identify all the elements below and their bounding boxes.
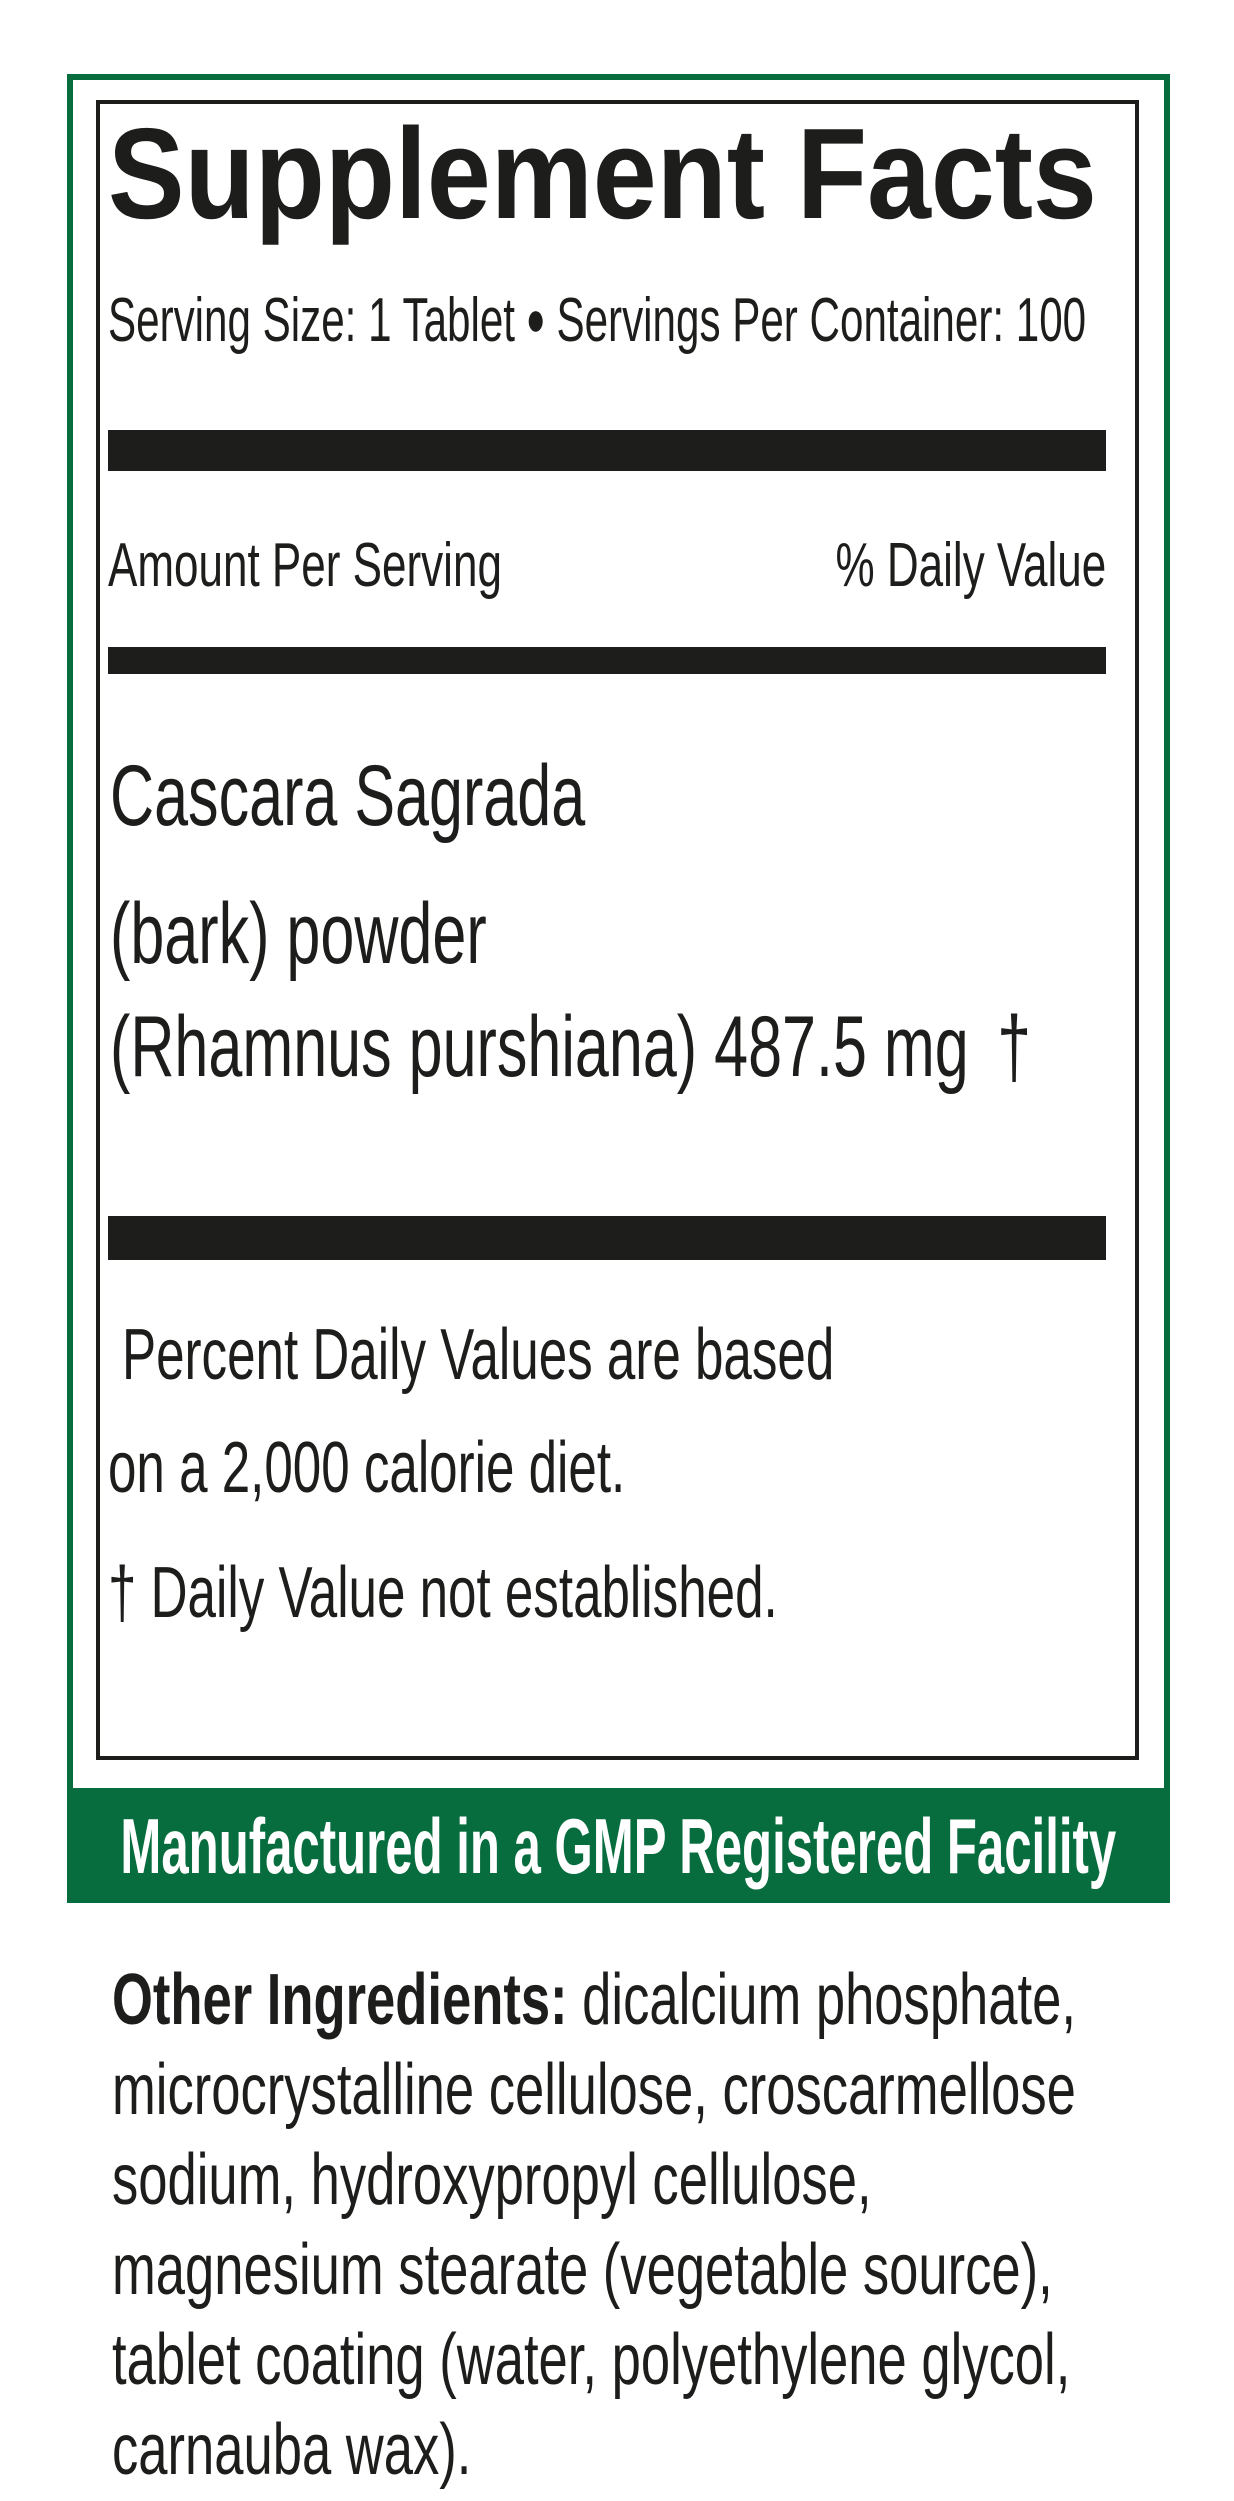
other-ingredients-line: sodium, hydroxypropyl cellulose, [112, 2140, 872, 2220]
facts-panel [96, 100, 1139, 1760]
other-ingredients-line: tablet coating (water, polyethylene glycol, [112, 2320, 1071, 2400]
amount-per-serving-header: Amount Per Serving [108, 531, 502, 600]
other-ingredients-text: dicalcium phosphate, [567, 1960, 1076, 2040]
column-header-row [108, 531, 1107, 600]
footnote-line-3: † Daily Value not established. [108, 1553, 778, 1633]
bullet-separator: ● [525, 293, 546, 346]
footnote-line-2: on a 2,000 calorie diet. [108, 1428, 626, 1508]
serving-row [108, 286, 1087, 355]
footnote-line-1: Percent Daily Values are based [122, 1315, 835, 1395]
other-ingredients-line: microcrystalline cellulose, croscarmellose [112, 2050, 1076, 2130]
ingredient-amount: 487.5 mg [714, 999, 969, 1095]
facts-title: Supplement Facts [108, 102, 1097, 246]
serving-size: Serving Size: 1 Tablet [108, 286, 516, 355]
gmp-banner [67, 1788, 1170, 1903]
divider-bar-thin [108, 647, 1106, 674]
ingredient-part: (bark) powder [110, 886, 487, 982]
daily-value-dagger: † [997, 999, 1032, 1095]
ingredient-botanical-row [110, 999, 1032, 1095]
other-ingredients-line: magnesium stearate (vegetable source), [112, 2230, 1053, 2310]
ingredient-botanical: (Rhamnus purshiana) [110, 999, 698, 1095]
servings-per-container: Servings Per Container: 100 [556, 286, 1087, 355]
percent-daily-value-header: % Daily Value [835, 531, 1107, 600]
ingredient-name: Cascara Sagrada [110, 748, 586, 844]
other-ingredients-label: Other Ingredients: [112, 1960, 568, 2040]
other-ingredients-line [112, 1955, 1134, 2045]
other-ingredients [112, 1955, 1134, 2495]
divider-bar-thick-bottom [108, 1216, 1106, 1260]
divider-bar-thick-top [108, 430, 1106, 471]
gmp-banner-text: Manufactured in a GMP Registered Facility [120, 1801, 1117, 1890]
other-ingredients-line: carnauba wax). [112, 2410, 472, 2490]
